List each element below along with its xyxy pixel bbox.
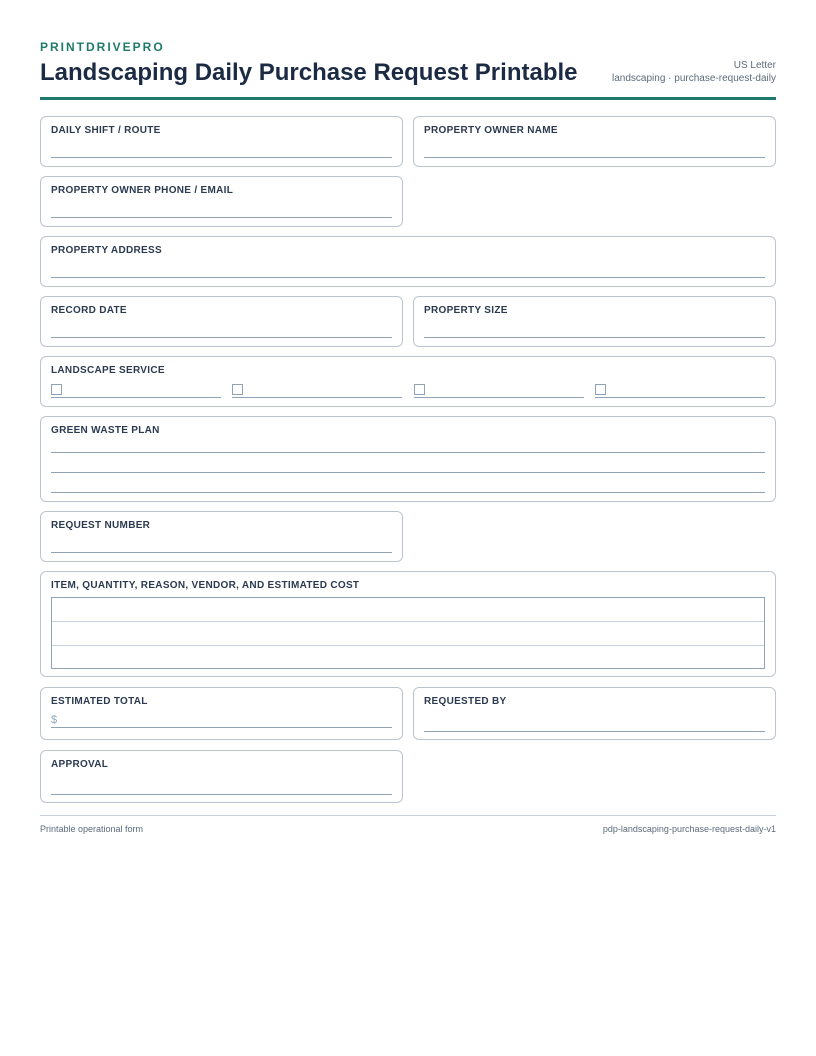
property-size-input[interactable] — [424, 337, 765, 338]
service-option-checkbox[interactable] — [51, 384, 62, 395]
property-owner-name-field — [413, 116, 776, 167]
property-owner-contact-input[interactable] — [51, 217, 392, 218]
property-owner-name-input[interactable] — [424, 157, 765, 158]
approval-input[interactable] — [51, 794, 392, 795]
service-option-line[interactable] — [414, 397, 584, 398]
green-waste-plan-field — [40, 416, 776, 502]
record-date-field — [40, 296, 403, 347]
green-waste-plan-line[interactable] — [51, 472, 765, 473]
daily-shift-route-label: DAILY SHIFT / ROUTE — [51, 125, 161, 136]
request-number-input[interactable] — [51, 552, 392, 553]
service-option-line[interactable] — [232, 397, 402, 398]
page-footer — [40, 815, 776, 834]
property-size-field — [413, 296, 776, 347]
landscape-service-field — [40, 356, 776, 407]
record-date-label: RECORD DATE — [51, 305, 127, 316]
estimated-total-field — [40, 687, 403, 740]
requested-by-label: REQUESTED BY — [424, 696, 507, 707]
approval-label: APPROVAL — [51, 759, 109, 770]
green-waste-plan-line[interactable] — [51, 492, 765, 493]
record-date-input[interactable] — [51, 337, 392, 338]
property-owner-contact-field — [40, 176, 403, 227]
estimated-total-label: ESTIMATED TOTAL — [51, 696, 148, 707]
requested-by-input[interactable] — [424, 731, 765, 732]
property-owner-name-label: PROPERTY OWNER NAME — [424, 125, 558, 136]
page-header — [40, 40, 776, 100]
form-tags: landscaping · purchase-request-daily — [612, 73, 776, 84]
brand-logo: PRINTDRIVEPRO — [40, 40, 165, 54]
request-number-label: REQUEST NUMBER — [51, 520, 151, 531]
property-address-input[interactable] — [51, 277, 765, 278]
service-option-checkbox[interactable] — [414, 384, 425, 395]
estimated-total-input[interactable] — [51, 727, 392, 728]
items-table-field — [40, 571, 776, 677]
daily-shift-route-input[interactable] — [51, 157, 392, 158]
footer-note: Printable operational form — [40, 824, 144, 834]
table-row[interactable] — [52, 621, 764, 622]
property-owner-contact-label: PROPERTY OWNER PHONE / EMAIL — [51, 185, 234, 196]
table-row[interactable] — [52, 645, 764, 646]
green-waste-plan-line[interactable] — [51, 452, 765, 453]
service-option-checkbox[interactable] — [595, 384, 606, 395]
property-size-label: PROPERTY SIZE — [424, 305, 508, 316]
requested-by-field — [413, 687, 776, 740]
paper-size: US Letter — [733, 60, 776, 71]
property-address-label: PROPERTY ADDRESS — [51, 245, 162, 256]
form-id: pdp-landscaping-purchase-request-daily-v1 — [602, 824, 776, 834]
property-address-field — [40, 236, 776, 287]
items-table-label: ITEM, QUANTITY, REASON, VENDOR, AND ESTIMATED COST — [51, 580, 360, 591]
landscape-service-label: LANDSCAPE SERVICE — [51, 365, 165, 376]
items-table — [51, 597, 765, 669]
page-meta — [612, 59, 776, 85]
daily-shift-route-field — [40, 116, 403, 167]
approval-field — [40, 750, 403, 803]
page-title: Landscaping Daily Purchase Request Printable — [40, 59, 578, 86]
request-number-field — [40, 511, 403, 562]
service-option-line[interactable] — [595, 397, 765, 398]
green-waste-plan-label: GREEN WASTE PLAN — [51, 425, 160, 436]
currency-symbol: $ — [51, 714, 58, 726]
service-option-checkbox[interactable] — [232, 384, 243, 395]
service-option-line[interactable] — [51, 397, 221, 398]
